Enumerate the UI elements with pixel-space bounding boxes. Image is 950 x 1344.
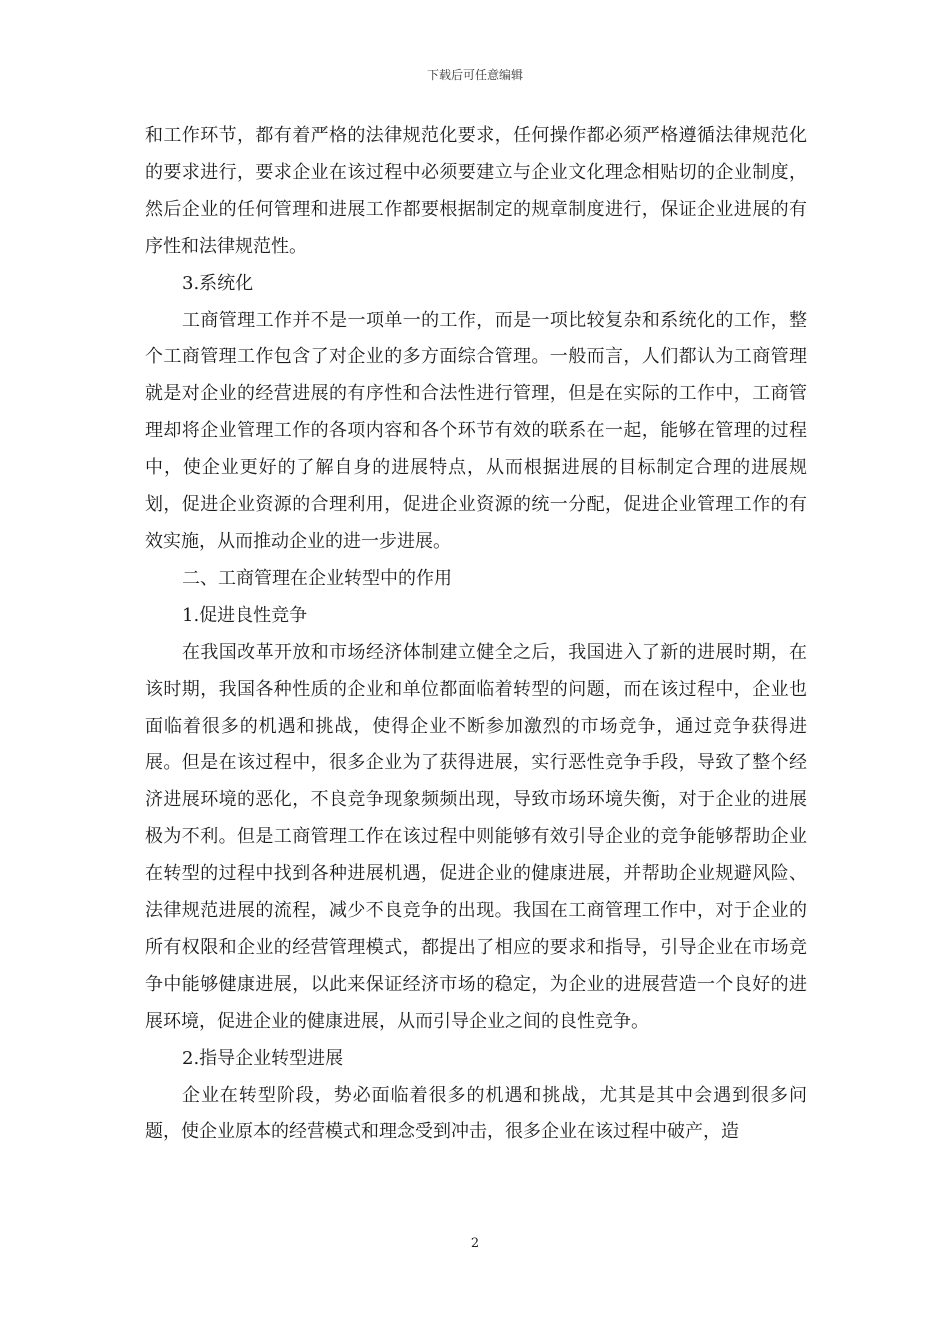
section-heading: 二、工商管理在企业转型中的作用 — [182, 567, 452, 589]
page-number: 2 — [470, 1236, 480, 1251]
section-heading: 1.促进良性竞争 — [182, 604, 308, 626]
paragraph: 工商管理工作并不是一项单一的工作，而是一项比较复杂和系统化的工作，整个工商管理工作包含了对企业的多方面综合管理。一般而言，人们都认为工商管理就是对企业的经营进展的有序性和合法性进行管理，但是在实际的工作中，工商管理却将企业管理工作的各项内容和各个环节有效的联系在一起，能够在管理的过程中，使企业更好的了解自身的进展特点，从而根据进展的目标制定合理的进展规划，促进企业资源的合理利用，促进企业资源的统一分配，促进企业管理工作的有效实施，从而推动企业的进一步进展。 — [145, 309, 807, 552]
section-heading: 2.指导企业转型进展 — [182, 1047, 344, 1069]
paragraph: 在我国改革开放和市场经济体制建立健全之后，我国进入了新的进展时期，在该时期，我国各种性质的企业和单位都面临着转型的问题，而在该过程中，企业也面临着很多的机遇和挑战，使得企业不断参加激烈的市场竞争，通过竞争获得进展。但是在该过程中，很多企业为了获得进展，实行恶性竞争手段，导致了整个经济进展环境的恶化，不良竞争现象频频出现，导致市场环境失衡，对于企业的进展极为不利。但是工商管理工作在该过程中则能够有效引导企业的竞争能够帮助企业在转型的过程中找到各种进展机遇，促进企业的健康进展，并帮助企业规避风险、法律规范进展的流程，减少不良竞争的出现。我国在工商管理工作中，对于企业的所有权限和企业的经营管理模式，都提出了相应的要求和指导，引导企业在市场竞争中能够健康进展，以此来保证经济市场的稳定，为企业的进展营造一个良好的进展环境，促进企业的健康进展，从而引导企业之间的良性竞争。 — [145, 641, 807, 1032]
paragraph: 企业在转型阶段，势必面临着很多的机遇和挑战，尤其是其中会遇到很多问题，使企业原本的经营模式和理念受到冲击，很多企业在该过程中破产，造 — [145, 1084, 807, 1143]
document-body — [145, 118, 807, 1151]
paragraph: 和工作环节，都有着严格的法律规范化要求，任何操作都必须严格遵循法律规范化的要求进行，要求企业在该过程中必须要建立与企业文化理念相贴切的企业制度，然后企业的任何管理和进展工作都要根据制定的规章制度进行，保证企业进展的有序性和法律规范性。 — [145, 125, 807, 257]
section-heading: 3.系统化 — [182, 272, 254, 294]
page-header: 下载后可任意编辑 — [426, 68, 523, 82]
